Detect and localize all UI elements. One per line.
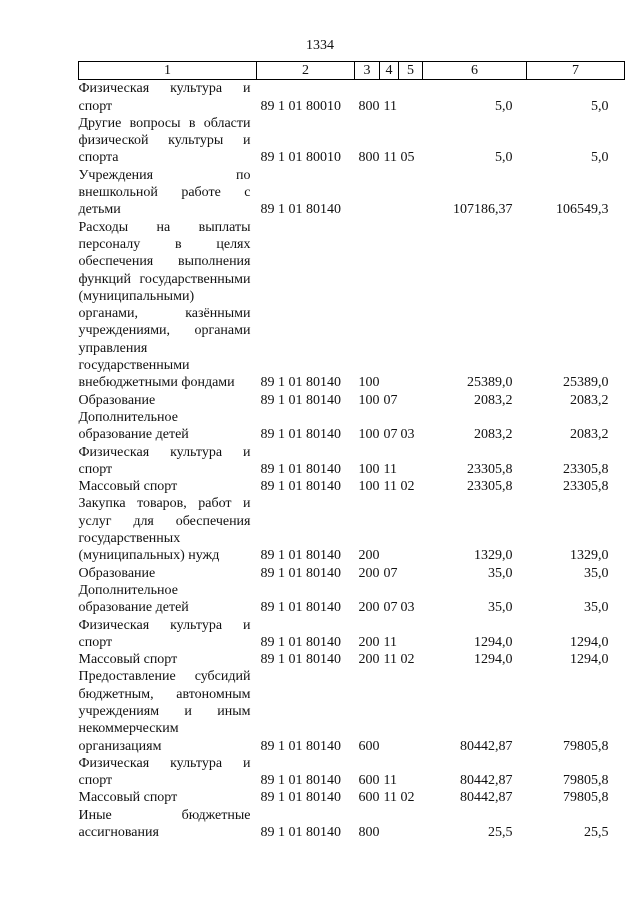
row-section: 07 <box>383 565 398 581</box>
row-subsection: 03 <box>400 600 415 616</box>
row-name: Образование <box>78 565 156 581</box>
row-section: 11 <box>383 634 397 650</box>
table-row <box>79 495 625 564</box>
col-header-3: 3 <box>355 62 380 80</box>
row-subsection: 03 <box>400 427 415 443</box>
row-name: Массовый спорт <box>78 652 178 668</box>
row-amount-col6: 5,0 <box>495 150 513 166</box>
row-target-code: 89 1 01 80140 <box>260 790 341 806</box>
row-name: Другие вопросы в области физической культуры и спорта <box>78 115 251 166</box>
row-amount-col6: 35,0 <box>488 565 513 581</box>
row-amount-col7: 1294,0 <box>570 634 609 650</box>
row-target-code: 89 1 01 80140 <box>260 652 341 668</box>
row-amount-col7: 79805,8 <box>563 790 609 806</box>
row-expense-type: 800 <box>358 98 380 114</box>
table-row <box>79 115 625 167</box>
table-row <box>79 651 625 668</box>
row-subsection <box>399 617 423 652</box>
row-amount-col6: 25,5 <box>488 825 513 841</box>
row-name: Физическая культура и спорт <box>78 755 251 789</box>
row-section: 11 <box>383 773 397 789</box>
row-amount-col6: 2083,2 <box>474 427 513 443</box>
row-amount-col7: 5,0 <box>591 98 609 114</box>
row-subsection <box>399 392 423 409</box>
row-name: Учреждения по внешкольной работе с детьми <box>78 167 251 218</box>
row-target-code: 89 1 01 80140 <box>260 634 341 650</box>
row-name: Массовый спорт <box>78 790 178 806</box>
row-amount-col6: 35,0 <box>488 600 513 616</box>
row-amount-col7: 23305,8 <box>563 479 609 495</box>
table-row <box>79 409 625 444</box>
row-name: Предоставление субсидий бюджетным, автономным учреждениям и иным некоммерческим организациям <box>78 669 251 754</box>
row-target-code: 89 1 01 80140 <box>260 479 341 495</box>
row-target-code: 89 1 01 80140 <box>260 548 341 564</box>
row-expense-type <box>355 167 380 219</box>
row-amount-col6: 1294,0 <box>474 652 513 668</box>
row-name: Физическая культура и спорт <box>78 617 251 650</box>
budget-table <box>78 61 625 841</box>
row-name: Иные бюджетные ассигнования <box>78 807 251 841</box>
row-amount-col6: 80442,87 <box>460 773 513 789</box>
row-subsection <box>399 668 423 754</box>
row-amount-col6: 80442,87 <box>460 790 513 806</box>
row-name: Массовый спорт <box>78 479 178 495</box>
row-target-code: 89 1 01 80140 <box>260 600 341 616</box>
table-row <box>79 617 625 652</box>
row-section: 11 <box>383 150 397 166</box>
row-expense-type: 600 <box>358 773 380 789</box>
row-target-code: 89 1 01 80140 <box>260 392 341 408</box>
row-amount-col7: 1294,0 <box>570 652 609 668</box>
table-row <box>79 478 625 495</box>
row-amount-col6: 2083,2 <box>474 392 513 408</box>
row-subsection: 02 <box>400 479 415 495</box>
row-target-code: 89 1 01 80140 <box>260 565 341 581</box>
row-subsection <box>399 755 423 790</box>
row-expense-type: 200 <box>358 548 380 564</box>
row-subsection <box>399 444 423 479</box>
row-section: 07 <box>383 392 398 408</box>
row-section: 11 <box>383 98 397 114</box>
row-subsection <box>399 495 423 564</box>
row-amount-col6: 23305,8 <box>467 461 513 477</box>
row-amount-col7: 79805,8 <box>563 738 609 754</box>
row-section <box>380 219 399 392</box>
row-amount-col7: 25,5 <box>584 825 609 841</box>
table-row <box>79 219 625 392</box>
row-section: 07 <box>383 600 398 616</box>
row-expense-type: 100 <box>358 427 380 443</box>
row-section <box>380 495 399 564</box>
row-amount-col7: 35,0 <box>584 565 609 581</box>
row-expense-type: 200 <box>358 652 380 668</box>
row-amount-col6: 1329,0 <box>474 548 513 564</box>
row-expense-type: 200 <box>358 600 380 616</box>
row-section <box>380 668 399 754</box>
row-expense-type: 600 <box>358 790 380 806</box>
row-amount-col7: 1329,0 <box>570 548 609 564</box>
row-subsection <box>399 167 423 219</box>
row-section: 11 <box>383 652 397 668</box>
row-target-code: 89 1 01 80140 <box>260 773 341 789</box>
row-expense-type: 800 <box>358 825 380 841</box>
row-section <box>380 807 399 842</box>
row-name: Физическая культура и спорт <box>78 444 251 477</box>
row-name: Образование <box>78 392 156 408</box>
row-section: 07 <box>383 427 398 443</box>
row-section: 11 <box>383 790 397 806</box>
row-amount-col7: 23305,8 <box>563 461 609 477</box>
row-name: Закупка товаров, работ и услуг для обеспечения государственных (муниципальных) нужд <box>78 496 251 564</box>
row-expense-type: 100 <box>358 479 380 495</box>
row-subsection: 02 <box>400 790 415 806</box>
row-subsection <box>399 219 423 392</box>
row-name: Расходы на выплаты персоналу в целях обеспечения выполнения функций государственными (муниципальными) органами, казёнными учреждениями, органами управления государственными внебюджетными фондами <box>78 219 251 391</box>
row-target-code: 89 1 01 80140 <box>260 825 341 841</box>
row-amount-col6: 25389,0 <box>467 375 513 391</box>
row-amount-col6: 107186,37 <box>453 202 513 218</box>
row-amount-col7: 5,0 <box>591 150 609 166</box>
col-header-5: 5 <box>399 62 423 80</box>
row-amount-col7: 2083,2 <box>570 427 609 443</box>
col-header-2: 2 <box>257 62 355 80</box>
col-header-6: 6 <box>423 62 527 80</box>
row-target-code: 89 1 01 80010 <box>260 98 341 114</box>
row-subsection <box>399 80 423 115</box>
table-row <box>79 668 625 754</box>
row-subsection <box>399 565 423 582</box>
page-number: 1334 <box>306 38 334 53</box>
row-target-code: 89 1 01 80140 <box>260 738 341 754</box>
row-target-code: 89 1 01 80010 <box>260 150 341 166</box>
table-row <box>79 80 625 115</box>
table-row <box>79 755 625 790</box>
row-name: Дополнительное образование детей <box>78 409 189 443</box>
row-target-code: 89 1 01 80140 <box>260 202 341 218</box>
row-expense-type: 100 <box>358 375 380 391</box>
row-name: Дополнительное образование детей <box>78 582 189 616</box>
row-amount-col7: 25389,0 <box>563 375 609 391</box>
table-row <box>79 392 625 409</box>
row-amount-col6: 23305,8 <box>467 479 513 495</box>
row-expense-type: 600 <box>358 738 380 754</box>
row-target-code: 89 1 01 80140 <box>260 461 341 477</box>
col-header-7: 7 <box>527 62 625 80</box>
row-expense-type: 200 <box>358 634 380 650</box>
row-expense-type: 200 <box>358 565 380 581</box>
row-expense-type: 100 <box>358 461 380 477</box>
row-amount-col7: 35,0 <box>584 600 609 616</box>
table-row <box>79 565 625 582</box>
col-header-1: 1 <box>79 62 257 80</box>
row-target-code: 89 1 01 80140 <box>260 427 341 443</box>
row-name: Физическая культура и спорт <box>78 81 251 114</box>
row-amount-col6: 5,0 <box>495 98 513 114</box>
row-amount-col7: 79805,8 <box>563 773 609 789</box>
row-subsection: 05 <box>400 150 415 166</box>
row-amount-col6: 1294,0 <box>474 634 513 650</box>
row-section: 11 <box>383 461 397 477</box>
row-amount-col6: 80442,87 <box>460 738 513 754</box>
table-row <box>79 807 625 842</box>
table-row <box>79 167 625 219</box>
row-amount-col7: 2083,2 <box>570 392 609 408</box>
col-header-4: 4 <box>380 62 399 80</box>
table-row <box>79 789 625 806</box>
row-expense-type: 100 <box>358 392 380 408</box>
table-header-row <box>79 62 625 80</box>
row-section <box>380 167 399 219</box>
table-row <box>79 444 625 479</box>
row-expense-type: 800 <box>358 150 380 166</box>
row-amount-col7: 106549,3 <box>556 202 609 218</box>
row-subsection <box>399 807 423 842</box>
row-subsection: 02 <box>400 652 415 668</box>
row-target-code: 89 1 01 80140 <box>260 375 341 391</box>
table-row <box>79 582 625 617</box>
row-section: 11 <box>383 479 397 495</box>
